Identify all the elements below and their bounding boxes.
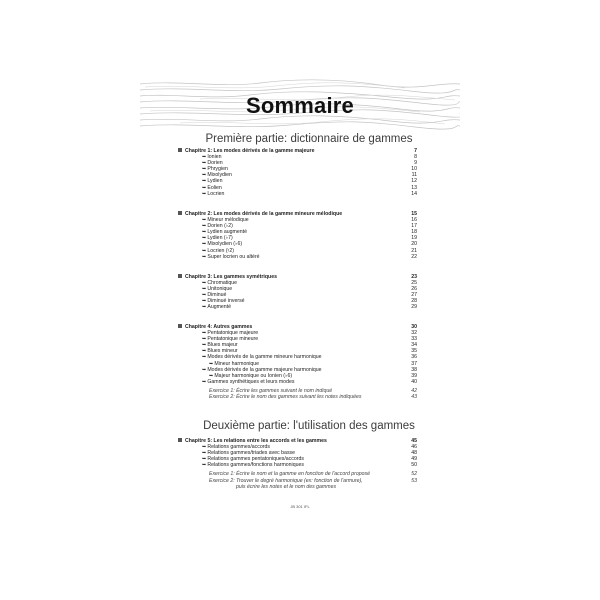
toc-entry-label: Majeur harmonique ou Ionien (♭6) [214, 372, 293, 379]
arrow-right-icon: ➥ [202, 172, 207, 179]
arrow-right-icon: ➥ [202, 336, 207, 343]
toc-entry-page: 40 [411, 378, 417, 385]
arrow-right-icon: ➥ [202, 154, 207, 161]
arrow-right-icon: ➥ [202, 253, 207, 260]
arrow-right-icon: ➥ [202, 304, 207, 311]
toc-entry-page: 28 [411, 298, 417, 305]
toc-entry-label: Ionien [207, 154, 222, 161]
chapter-page-number: 7 [414, 148, 417, 154]
toc-chapter-4 [178, 324, 417, 400]
toc-entry-page: 16 [411, 217, 417, 224]
exercise-label: Exercice 2: Trouver le degré harmonique (ex: fonction de l'armure), [209, 477, 363, 484]
toc-chapter-1 [178, 148, 417, 197]
arrow-right-icon: ➥ [202, 348, 207, 355]
toc-entry-label: Lydien (♭7) [207, 235, 233, 242]
arrow-right-icon: ➥ [202, 160, 207, 167]
toc-entry-label: Mixolydien [207, 172, 232, 179]
chapter-title: Chapitre 3: Les gammes symétriques [185, 274, 277, 280]
toc-entry-page: 11 [411, 172, 417, 179]
chapter-title: Chapitre 1: Les modes dérivés de la gamme majeure [185, 148, 315, 154]
arrow-right-icon: ➥ [202, 166, 207, 173]
exercise-label: Exercice 2: Écrire le nom des gammes suivant les notes indiquées [209, 394, 362, 401]
toc-entry-page: 25 [411, 280, 417, 287]
chapter-title: Chapitre 5: Les relations entre les accords et les gammes [185, 438, 327, 444]
toc-entry-label: Modes dérivés de la gamme majeure harmonique [207, 366, 322, 373]
exercise-page: 42 [411, 387, 417, 394]
exercise-label-continuation: puis écrire les notes et le nom des gammes [236, 483, 337, 490]
toc-entry-page: 21 [411, 247, 417, 254]
exercise-page: 52 [411, 471, 417, 478]
exercise-page: 43 [411, 394, 417, 401]
arrow-right-icon: ➥ [202, 456, 207, 463]
toc-entry-page: 9 [414, 160, 417, 167]
toc-entry-label: Blues majeur [207, 342, 238, 349]
toc-entry-label: Lydien [207, 178, 223, 185]
square-bullet-icon [178, 148, 182, 152]
toc-entry-label: Relations gammes/accords [207, 444, 270, 451]
arrow-right-icon: ➥ [202, 444, 207, 451]
toc-entry-label: Diminué [207, 292, 227, 299]
toc-entry-label: Relations gammes/triades avec basse [207, 450, 296, 457]
toc-entry-label: Blues mineur [207, 348, 238, 355]
chapter-page-number: 23 [411, 274, 417, 280]
arrow-right-icon: ➥ [202, 229, 207, 236]
toc-entry-label: Pentatonique majeure [207, 330, 259, 337]
exercise-continuation [178, 484, 417, 490]
toc-entry-label: Phrygien [207, 166, 228, 173]
arrow-right-icon: ➥ [202, 217, 207, 224]
square-bullet-icon [178, 324, 182, 328]
toc-entry-label: Eolien [207, 184, 222, 191]
toc-entry-page: 35 [411, 348, 417, 355]
chapter-title: Chapitre 2: Les modes dérivés de la gamme mineure mélodique [185, 211, 343, 217]
toc-chapter-2 [178, 211, 417, 260]
toc-entry-label: Mixolydien (♭6) [207, 241, 243, 248]
arrow-right-icon: ➥ [202, 184, 207, 191]
arrow-right-icon: ➥ [202, 462, 207, 469]
arrow-right-icon: ➥ [209, 372, 214, 379]
toc-entry-page: 12 [411, 178, 417, 185]
toc-entry-page: 46 [411, 444, 417, 451]
exercise-page: 53 [411, 477, 417, 484]
arrow-right-icon: ➥ [209, 360, 214, 367]
toc-chapter-5 [178, 438, 417, 490]
arrow-right-icon: ➥ [202, 280, 207, 287]
chapter-page-number: 45 [411, 438, 417, 444]
arrow-right-icon: ➥ [202, 241, 207, 248]
toc-entry-page: 48 [411, 450, 417, 457]
toc-entry-label: Modes dérivés de la gamme mineure harmonique [207, 354, 322, 361]
arrow-right-icon: ➥ [202, 223, 207, 230]
toc-entry-page: 26 [411, 286, 417, 293]
toc-entry-page: 18 [411, 229, 417, 236]
toc-entry-label: Chromatique [207, 280, 238, 287]
toc-entry-page: 33 [411, 336, 417, 343]
toc-entry-page: 17 [411, 223, 417, 230]
toc-entry-page: 27 [411, 292, 417, 299]
square-bullet-icon [178, 211, 182, 215]
part-title-2: Deuxième partie: l'utilisation des gammes [203, 420, 415, 432]
chapter-title: Chapitre 4: Autres gammes [185, 324, 253, 330]
toc-entry-label: Dorien (♭2) [207, 223, 233, 230]
exercise-label: Exercice 1: Écrire le nom et la gamme en fonction de l'accord proposé [209, 471, 371, 478]
toc-entry-label: Gammes synthétiques et leurs modes [207, 378, 295, 385]
toc-entry-page: 39 [411, 372, 417, 379]
chapter-page-number: 15 [411, 211, 417, 217]
toc-entry-page: 32 [411, 330, 417, 337]
toc-entry-page: 14 [411, 190, 417, 197]
arrow-right-icon: ➥ [202, 354, 207, 361]
footer-code: JB 301 IFL [290, 504, 310, 509]
arrow-right-icon: ➥ [202, 298, 207, 305]
arrow-right-icon: ➥ [202, 292, 207, 299]
toc-entry-label: Dorien [207, 160, 223, 167]
square-bullet-icon [178, 438, 182, 442]
part-title-1: Première partie: dictionnaire de gammes [205, 133, 413, 145]
toc-entry-page: 49 [411, 456, 417, 463]
arrow-right-icon: ➥ [202, 450, 207, 457]
arrow-right-icon: ➥ [202, 235, 207, 242]
toc-entry-label: Locrien [207, 190, 225, 197]
exercise-entry[interactable] [178, 394, 417, 400]
toc-entry-label: Lydien augmenté [207, 229, 247, 236]
chapter-page-number: 30 [411, 324, 417, 330]
toc-entry-page: 19 [411, 235, 417, 242]
toc-entry-label: Relations gammes/fonctions harmoniques [207, 462, 304, 469]
toc-entry-page: 37 [411, 360, 417, 367]
toc-chapter-3 [178, 274, 417, 311]
arrow-right-icon: ➥ [202, 178, 207, 185]
toc-entry[interactable] [178, 304, 417, 310]
exercise-label: Exercice 1: Écrire les gammes suivant le nom indiqué [209, 387, 333, 394]
arrow-right-icon: ➥ [202, 190, 207, 197]
toc-entry-page: 8 [414, 154, 417, 161]
arrow-right-icon: ➥ [202, 378, 207, 385]
arrow-right-icon: ➥ [202, 247, 207, 254]
toc-entry-page: 34 [411, 342, 417, 349]
toc-entry[interactable] [178, 191, 417, 197]
toc-entry-page: 22 [411, 253, 417, 260]
page-title: Sommaire [246, 93, 354, 118]
arrow-right-icon: ➥ [202, 286, 207, 293]
toc-entry-label: Diminué inversé [207, 298, 245, 305]
toc-entry-label: Mineur mélodique [207, 217, 249, 224]
arrow-right-icon: ➥ [202, 366, 207, 373]
toc-entry[interactable] [178, 254, 417, 260]
arrow-right-icon: ➥ [202, 330, 207, 337]
arrow-right-icon: ➥ [202, 342, 207, 349]
toc-entry-page: 29 [411, 304, 417, 311]
toc-entry-label: Mineur harmonique [214, 360, 260, 367]
toc-entry-label: Unitonique [207, 286, 233, 293]
toc-entry-page: 10 [411, 166, 417, 173]
toc-entry-label: Super locrien ou altéré [207, 253, 260, 260]
toc-entry-page: 13 [411, 184, 417, 191]
toc-entry-page: 38 [411, 366, 417, 373]
toc-entry-page: 50 [411, 462, 417, 469]
toc-entry-label: Relations gammes pentatoniques/accords [207, 456, 304, 463]
toc-entry-label: Augmenté [207, 304, 232, 311]
toc-entry-page: 20 [411, 241, 417, 248]
square-bullet-icon [178, 274, 182, 278]
toc-entry-label: Pentatonique mineure [207, 336, 259, 343]
toc-entry-label: Locrien (♮2) [207, 247, 235, 254]
toc-entry-page: 36 [411, 354, 417, 361]
